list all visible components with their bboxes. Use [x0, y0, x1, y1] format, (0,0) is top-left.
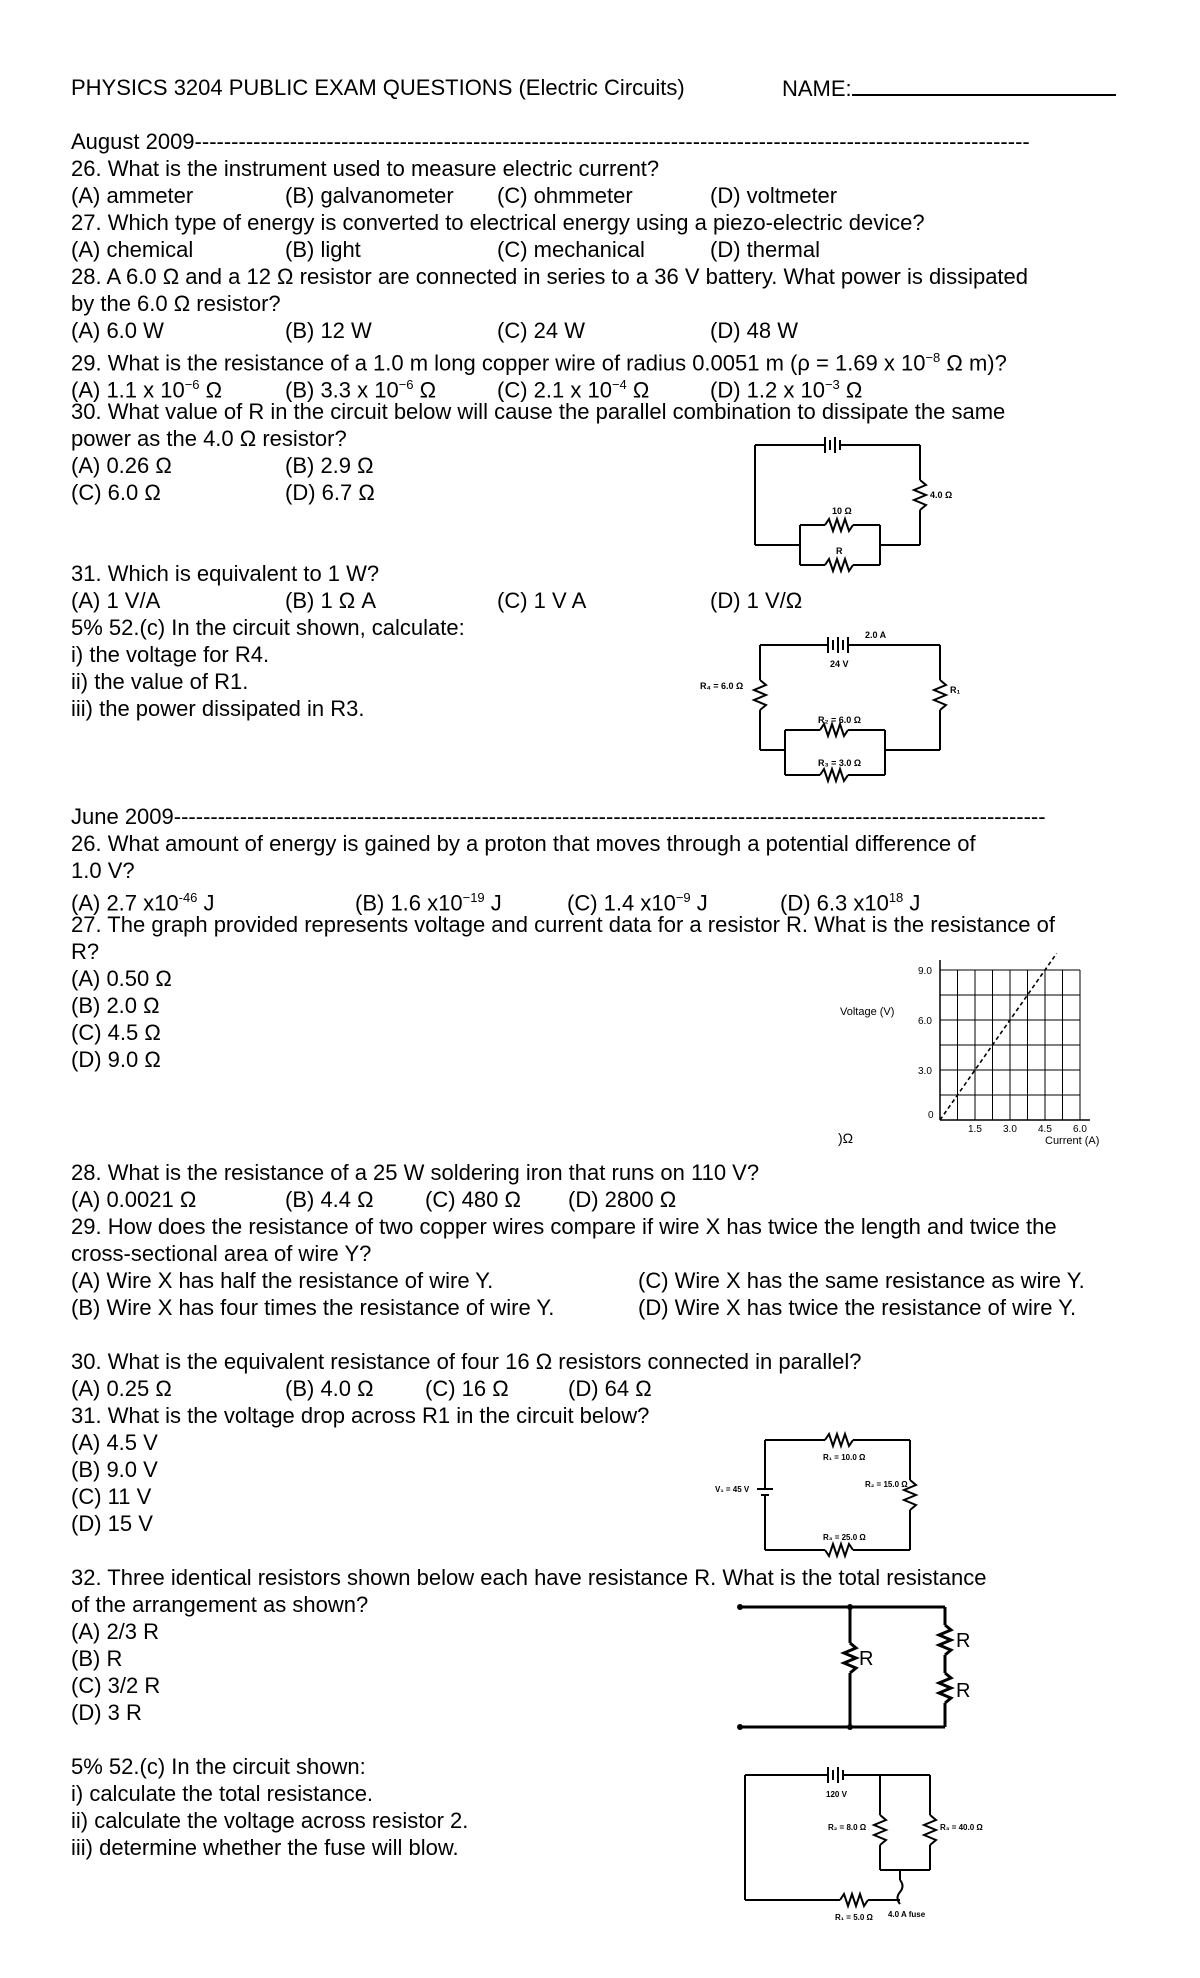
- option: (D) 1 V/Ω: [710, 588, 803, 613]
- y-tick-label: 3.0: [918, 1066, 932, 1077]
- option: (A) 1.1 x $10^{-6}$ Ω: [71, 377, 223, 403]
- option: (C) 11 V: [71, 1484, 152, 1509]
- question-part: ii) calculate the voltage across resistor 2.: [71, 1808, 469, 1833]
- question-stem: 26. What amount of energy is gained by a proton that moves through a potential difference of: [71, 831, 976, 856]
- label-fuse: 4.0 A fuse: [888, 1910, 926, 1919]
- label-r3: R₃ = 40.0 Ω: [940, 1823, 983, 1832]
- label-v: 120 V: [826, 1790, 847, 1799]
- label-r4: R₄ = 6.0 Ω: [700, 681, 744, 691]
- question-stem: 31. What is the voltage drop across R1 in the circuit below?: [71, 1403, 650, 1428]
- voltage-current-graph: [830, 945, 1130, 1155]
- option: (B) galvanometer: [285, 183, 454, 208]
- question-part: iii) the power dissipated in R3.: [71, 696, 365, 721]
- section-heading-jun2009: June 2009-----------------------------------------------------------------------------------------------------------------------: [71, 804, 1046, 829]
- option: (D) thermal: [710, 237, 821, 262]
- circuit-diagram-q52-aug: [700, 625, 970, 795]
- option: (B) Wire X has four times the resistance of wire Y.: [71, 1295, 555, 1320]
- option: (B) 1.6 $x10^{-19}$ J: [355, 890, 502, 916]
- option: (D) 15 V: [71, 1511, 153, 1536]
- label-r2: R₂ = 6.0 Ω: [818, 715, 861, 725]
- question-stem: 29. How does the resistance of two copper wires compare if wire X has twice the length and twice the: [71, 1214, 1057, 1239]
- question-stem: by the 6.0 Ω resistor?: [71, 291, 281, 316]
- question-stem: 5% 52.(c) In the circuit shown:: [71, 1754, 366, 1779]
- label-r-bottom: R: [956, 1680, 971, 1702]
- option: (C) 6.0 Ω: [71, 480, 161, 505]
- label-r-middle: R: [859, 1648, 874, 1670]
- x-tick-label: 1.5: [968, 1124, 982, 1135]
- option: (B) R: [71, 1646, 123, 1671]
- circuit-diagram-q30: [740, 420, 990, 585]
- option: (D) 48 W: [710, 318, 798, 343]
- option: (C) 2.1 x $10^{-4}$ Ω: [497, 377, 650, 403]
- question-part: i) the voltage for R4.: [71, 642, 270, 667]
- label-r1: R₁ = 10.0 Ω: [823, 1453, 866, 1462]
- label-r1: 10 Ω: [832, 506, 852, 516]
- option: (D) 64 Ω: [568, 1376, 652, 1401]
- resistor-arrangement-q32: [730, 1595, 990, 1740]
- question-stem: 29. What is the resistance of a 1.0 m long copper wire of radius 0.0051 m (ρ = 1.69 x $10^{-8}$ Ω m)?: [71, 350, 1007, 376]
- x-tick-label: 6.0: [1073, 1124, 1087, 1135]
- option: (A) ammeter: [71, 183, 194, 208]
- question-part: i) calculate the total resistance.: [71, 1781, 374, 1806]
- question-stem: 30. What is the equivalent resistance of four 16 Ω resistors connected in parallel?: [71, 1349, 862, 1374]
- option: (C) 1 V A: [497, 588, 587, 613]
- x-axis-label: Current (A): [1045, 1135, 1100, 1147]
- y-axis-label: Voltage (V): [840, 1006, 895, 1018]
- label-r3: R₃ = 25.0 Ω: [823, 1533, 866, 1542]
- section-heading-aug2009: August 2009------------------------------------------------------------------------------------------------------------------: [71, 129, 1030, 154]
- label-r: R: [836, 546, 843, 556]
- option: (A) 2.7 $x10^{-46}$ J: [71, 890, 215, 916]
- option: (A) 4.5 V: [71, 1430, 158, 1455]
- option: (A) Wire X has half the resistance of wire Y.: [71, 1268, 494, 1293]
- name-blank[interactable]: [852, 74, 1116, 96]
- question-part: iii) determine whether the fuse will blow.: [71, 1835, 459, 1860]
- option: (B) 2.0 Ω: [71, 993, 160, 1018]
- question-stem: 31. Which is equivalent to 1 W?: [71, 561, 380, 586]
- option: (C) 1.4 $x10^{-9}$ J: [567, 890, 708, 916]
- label-voltage: 24 V: [830, 659, 849, 669]
- option: (A) 0.26 Ω: [71, 453, 172, 478]
- x-tick-label: 3.0: [1003, 1124, 1017, 1135]
- name-field[interactable]: [782, 74, 1116, 102]
- option: (B) 1 Ω A: [285, 588, 377, 613]
- option: (C) mechanical: [497, 237, 645, 262]
- option: (B) 3.3 x $10^{-6}$ Ω: [285, 377, 437, 403]
- stray-text: )Ω: [838, 1130, 854, 1146]
- option: (C) 16 Ω: [425, 1376, 509, 1401]
- label-r3: 4.0 Ω: [930, 490, 953, 500]
- y-tick-label: 9.0: [918, 966, 932, 977]
- option: (C) Wire X has the same resistance as wire Y.: [638, 1268, 1085, 1293]
- option: (B) 4.0 Ω: [285, 1376, 374, 1401]
- option: (C) 4.5 Ω: [71, 1020, 161, 1045]
- option: (D) 6.3 $x10^{18}$ J: [780, 890, 921, 916]
- question-stem: 27. The graph provided represents voltage and current data for a resistor R. What is the resistance of: [71, 912, 1056, 937]
- option: (D) Wire X has twice the resistance of wire Y.: [638, 1295, 1077, 1320]
- option: (D) voltmeter: [710, 183, 838, 208]
- option: (D) 9.0 Ω: [71, 1047, 161, 1072]
- question-part: ii) the value of R1.: [71, 669, 249, 694]
- question-stem: cross-sectional area of wire Y?: [71, 1241, 372, 1266]
- option: (B) 12 W: [285, 318, 372, 343]
- question-stem: of the arrangement as shown?: [71, 1592, 369, 1617]
- option: (A) 0.50 Ω: [71, 966, 172, 991]
- option: (C) 480 Ω: [425, 1187, 521, 1212]
- label-r2: R₂ = 15.0 Ω: [865, 1480, 908, 1489]
- option: (B) light: [285, 237, 361, 262]
- y-tick-label: 6.0: [918, 1016, 932, 1027]
- question-stem: 1.0 V?: [71, 858, 135, 883]
- option: (B) 2.9 Ω: [285, 453, 374, 478]
- option: (A) 6.0 W: [71, 318, 164, 343]
- question-stem: power as the 4.0 Ω resistor?: [71, 426, 347, 451]
- question-stem: 30. What value of R in the circuit below will cause the parallel combination to dissipate the same: [71, 399, 1006, 424]
- x-tick-label: 4.5: [1038, 1124, 1052, 1135]
- page-title: PHYSICS 3204 PUBLIC EXAM QUESTIONS (Electric Circuits): [71, 75, 685, 100]
- question-stem: R?: [71, 939, 100, 964]
- option: (C) 24 W: [497, 318, 585, 343]
- option: (A) 0.0021 Ω: [71, 1187, 197, 1212]
- option: (B) 4.4 Ω: [285, 1187, 374, 1212]
- label-r2: R₂ = 8.0 Ω: [828, 1823, 867, 1832]
- x-tick-label: 0: [928, 1110, 934, 1121]
- option: (A) chemical: [71, 237, 194, 262]
- name-label: NAME:: [782, 76, 852, 101]
- option: (D) 2800 Ω: [568, 1187, 677, 1212]
- question-stem: 32. Three identical resistors shown below each have resistance R. What is the total resistance: [71, 1565, 987, 1590]
- circuit-diagram-q31-jun: [715, 1425, 935, 1565]
- option: (A) 2/3 R: [71, 1619, 160, 1644]
- label-r-top: R: [956, 1630, 971, 1652]
- question-stem: 28. A 6.0 Ω and a 12 Ω resistor are connected in series to a 36 V battery. What power is dissipated: [71, 264, 1029, 289]
- option: (C) 3/2 R: [71, 1673, 161, 1698]
- option: (D) 1.2 x $10^{-3}$ Ω: [710, 377, 863, 403]
- option: (A) 1 V/A: [71, 588, 161, 613]
- label-r1: R₁: [950, 685, 961, 695]
- option: (B) 9.0 V: [71, 1457, 158, 1482]
- label-r3: R₃ = 3.0 Ω: [818, 758, 862, 768]
- label-v: V₁ = 45 V: [715, 1485, 750, 1494]
- label-current: 2.0 A: [865, 630, 887, 640]
- question-stem: 5% 52.(c) In the circuit shown, calculate:: [71, 615, 465, 640]
- question-stem: 27. Which type of energy is converted to electrical energy using a piezo-electric device?: [71, 210, 925, 235]
- question-stem: 26. What is the instrument used to measure electric current?: [71, 156, 660, 181]
- option: (A) 0.25 Ω: [71, 1376, 172, 1401]
- option: (D) 6.7 Ω: [285, 480, 375, 505]
- question-stem: 28. What is the resistance of a 25 W soldering iron that runs on 110 V?: [71, 1160, 760, 1185]
- option: (C) ohmmeter: [497, 183, 633, 208]
- circuit-diagram-q52-jun: [740, 1755, 1010, 1930]
- label-r1: R₁ = 5.0 Ω: [835, 1913, 873, 1922]
- option: (D) 3 R: [71, 1700, 142, 1725]
